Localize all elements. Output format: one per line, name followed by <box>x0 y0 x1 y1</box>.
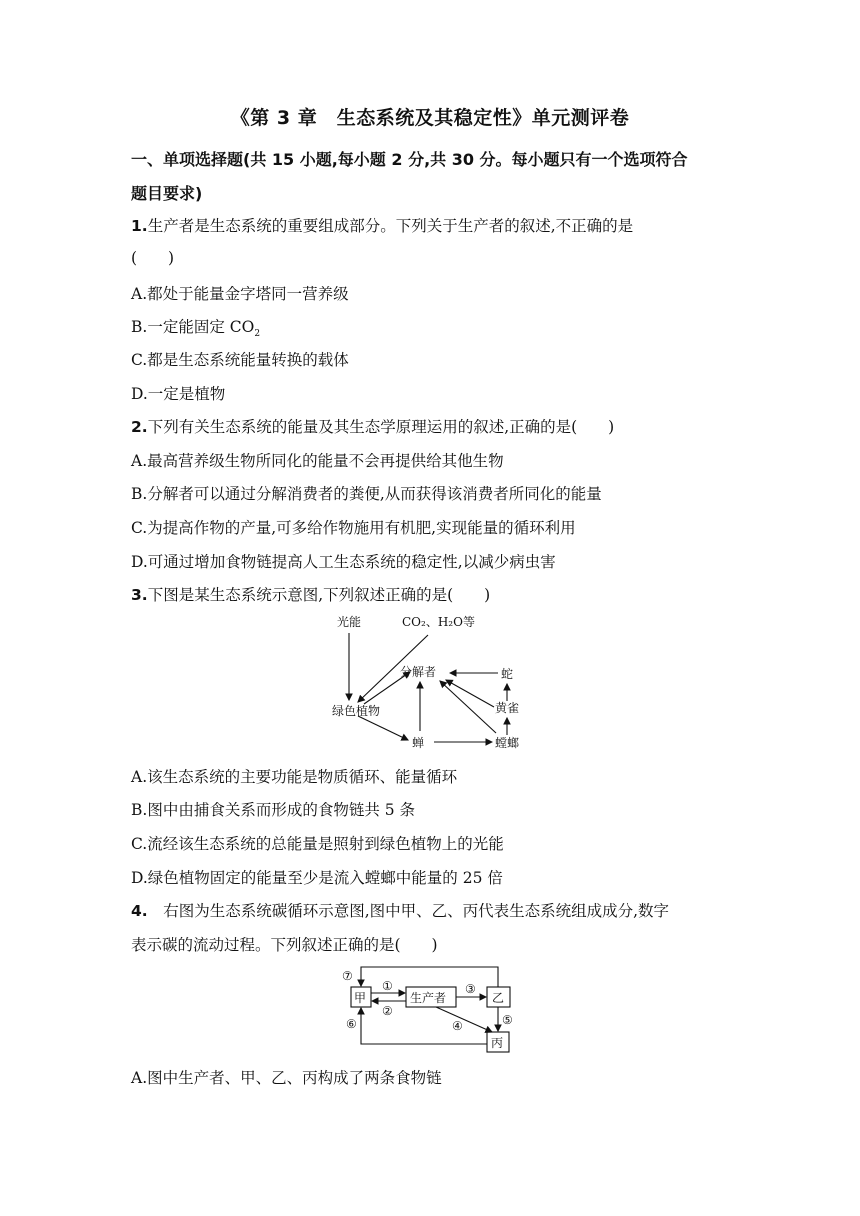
page-title: 《第 3 章 生态系统及其稳定性》单元测评卷 <box>230 107 630 129</box>
q2-option-a: A.最高营养级生物所同化的能量不会再提供给其他生物 <box>131 452 504 470</box>
label-decomposer: 分解者 <box>400 665 437 679</box>
q1-stem-text: 生产者是生态系统的重要组成部分。下列关于生产者的叙述,不正确的是 <box>147 217 634 235</box>
q4-stem-text: 右图为生态系统碳循环示意图,图中甲、乙、丙代表生态系统组成成分,数字 <box>147 902 670 920</box>
q4-option-a: A.图中生产者、甲、乙、丙构成了两条食物链 <box>131 1069 442 1087</box>
q1-option-b <box>131 315 260 339</box>
label-green-plant: 绿色植物 <box>332 704 381 718</box>
section-heading-line2: 题目要求) <box>131 184 203 203</box>
label-producer: 生产者 <box>410 991 447 1005</box>
label-num-7: ⑦ <box>342 969 353 983</box>
label-num-1: ① <box>382 979 393 993</box>
label-jia: 甲 <box>354 991 367 1005</box>
arrow-4-producer-to-bing <box>436 1007 492 1032</box>
q1-stem <box>131 214 633 236</box>
q3-option-c: C.流经该生态系统的总能量是照射到绿色植物上的光能 <box>131 835 504 853</box>
arrow-plant-to-cicada <box>358 716 408 740</box>
q2-option-b: B.分解者可以通过分解消费者的粪便,从而获得该消费者所同化的能量 <box>131 485 602 503</box>
q2-option-c: C.为提高作物的产量,可多给作物施用有机肥,实现能量的循环利用 <box>131 519 576 537</box>
q1-option-d: D.一定是植物 <box>131 385 226 403</box>
q3-option-a: A.该生态系统的主要功能是物质循环、能量循环 <box>131 768 458 786</box>
label-mantis: 螳螂 <box>495 736 520 750</box>
q1-number: 1. <box>131 217 148 235</box>
label-bing: 丙 <box>491 1036 504 1050</box>
label-num-2: ② <box>382 1004 393 1018</box>
q4-stem-line2: 表示碳的流动过程。下列叙述正确的是( ) <box>131 936 438 954</box>
label-light: 光能 <box>337 615 362 629</box>
q2-stem-text: 下列有关生态系统的能量及其生态学原理运用的叙述,正确的是( ) <box>147 418 615 436</box>
label-num-5: ⑤ <box>502 1013 513 1027</box>
arrow-6-bing-to-jia <box>361 1008 487 1044</box>
q1-option-a: A.都处于能量金字塔同一营养级 <box>131 285 349 303</box>
q2-stem <box>131 415 614 437</box>
label-yi: 乙 <box>492 991 505 1005</box>
q1-option-b-subscript: 2 <box>254 329 261 340</box>
q3-number: 3. <box>131 586 148 604</box>
q3-option-b: B.图中由捕食关系而形成的食物链共 5 条 <box>131 801 416 819</box>
q4-stem-line1 <box>131 899 669 921</box>
q2-number: 2. <box>131 418 148 436</box>
label-snake: 蛇 <box>501 667 514 681</box>
q3-stem <box>131 583 490 605</box>
q1-option-b-text: B.一定能固定 CO <box>131 318 255 336</box>
label-num-4: ④ <box>452 1019 463 1033</box>
label-oriole: 黄雀 <box>495 701 520 715</box>
q4-carbon-cycle-diagram <box>340 962 525 1057</box>
q1-answer-bracket: ( ) <box>131 249 175 267</box>
label-cicada: 蝉 <box>412 736 425 750</box>
q2-option-d: D.可通过增加食物链提高人工生态系统的稳定性,以减少病虫害 <box>131 553 556 571</box>
q3-ecosystem-diagram <box>330 612 540 756</box>
q3-option-d: D.绿色植物固定的能量至少是流入螳螂中能量的 25 倍 <box>131 869 503 887</box>
section-heading-line1: 一、单项选择题(共 15 小题,每小题 2 分,共 30 分。每小题只有一个选项符合 <box>131 150 688 169</box>
arrow-mantis-to-decomposer <box>440 681 496 733</box>
q4-number: 4. <box>131 902 148 920</box>
q1-option-c: C.都是生态系统能量转换的载体 <box>131 351 349 369</box>
q3-stem-text: 下图是某生态系统示意图,下列叙述正确的是( ) <box>147 586 491 604</box>
label-num-3: ③ <box>465 982 476 996</box>
label-num-6: ⑥ <box>346 1017 357 1031</box>
label-co2-h2o: CO₂、H₂O等 <box>402 615 475 629</box>
